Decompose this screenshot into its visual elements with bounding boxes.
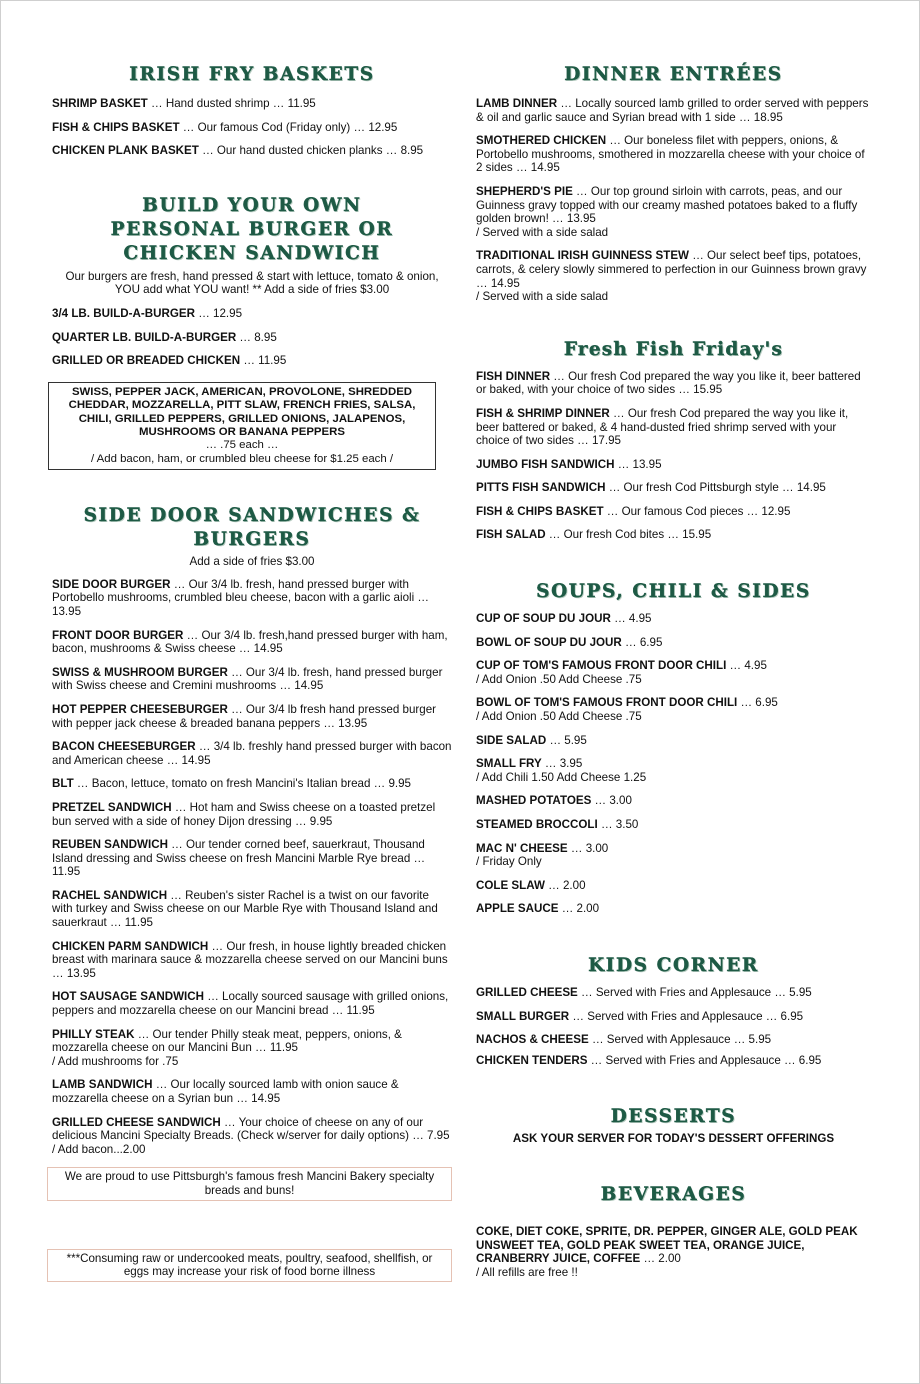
menu-item: HOT SAUSAGE SANDWICH … Locally sourced sausage with grilled onions, peppers and mozzarella cheese on our Mancini bread … 11.95 bbox=[52, 990, 449, 1018]
menu-item: RACHEL SANDWICH … Reuben's sister Rachel is a twist on our favorite with turkey and Swiss cheese on our Marble Rye with Thousand Island and sauerkraut … 11.95 bbox=[52, 888, 438, 930]
menu-item: FISH SALAD … Our fresh Cod bites … 15.95 bbox=[476, 528, 712, 542]
menu-item: REUBEN SANDWICH … Our tender corned beef, sauerkraut, Thousand Island dressing and Swiss cheese on fresh Mancini Marble Rye bread … 11.95 bbox=[52, 838, 426, 879]
menu-item: BLT … Bacon, lettuce, tomato on fresh Mancini's Italian bread … 9.95 bbox=[52, 777, 412, 791]
toppings-box bbox=[48, 382, 436, 470]
soups-chili-sides-heading: SOUPS, CHILI & SIDES bbox=[536, 581, 811, 603]
menu-item: MASHED POTATOES … 3.00 bbox=[476, 794, 632, 808]
menu-item: CHICKEN PLANK BASKET … Our hand dusted chicken planks … 8.95 bbox=[52, 144, 424, 158]
menu-item: BOWL OF TOM'S FAMOUS FRONT DOOR CHILI … 6.95 / Add Onion .50 Add Cheese .75 bbox=[476, 696, 778, 724]
menu-item: FISH & CHIPS BASKET … Our famous Cod (Friday only) … 12.95 bbox=[52, 120, 398, 134]
toppings-note: / Add bacon, ham, or crumbled bleu cheese for $1.25 each / bbox=[90, 452, 394, 465]
menu-item: JUMBO FISH SANDWICH … 13.95 bbox=[476, 457, 662, 471]
beverages-heading: BEVERAGES bbox=[600, 1183, 747, 1205]
menu-item: GRILLED CHEESE … Served with Fries and Applesauce … 5.95 bbox=[476, 985, 812, 999]
mancini-bakery-note: We are proud to use Pittsburgh's famous fresh Mancini Bakery specialty breads and buns! bbox=[47, 1167, 452, 1200]
menu-item: LAMB DINNER … Locally sourced lamb grilled to order served with peppers & oil and garlic sauce and Syrian bread with 1 side … 18.95 bbox=[476, 97, 869, 124]
sandwiches-heading: SIDE DOOR SANDWICHES & BURGERS bbox=[83, 505, 421, 551]
menu-item: SIDE DOOR BURGER … Our 3/4 lb. fresh, hand pressed burger with Portobello mushrooms, crumbled bleu cheese, bacon with a garlic aioli … 13.95 bbox=[52, 577, 429, 618]
menu-item: CHICKEN TENDERS … Served with Fries and Applesauce … 6.95 bbox=[476, 1053, 822, 1067]
menu-item: BOWL OF SOUP DU JOUR … 6.95 bbox=[476, 635, 663, 649]
menu-item: SHRIMP BASKET … Hand dusted shrimp … 11.95 bbox=[52, 97, 316, 110]
right-column bbox=[476, 63, 871, 1289]
menu-item: CHICKEN PARM SANDWICH … Our fresh, in house lightly breaded chicken breast with marinara sauce & mozzarella cheese served on our Mancini buns … 13.95 bbox=[52, 939, 448, 980]
toppings-list: SWISS, PEPPER JACK, AMERICAN, PROVOLONE, SHREDDED CHEDDAR, MOZZARELLA, PITT SLAW, FRENCH FRIES, SALSA, CHILI, GRILLED PEPPERS, GRILLED ONIONS, JALAPENOS, MUSHROOMS OR BANANA PEPPERS bbox=[68, 385, 416, 438]
menu-item: COLE SLAW … 2.00 bbox=[476, 878, 586, 892]
menu-item: FISH & SHRIMP DINNER … Our fresh Cod prepared the way you like it, beer battered or baked, & 4 hand-dusted fried shrimp served with your choice of two sides … 17.95 bbox=[476, 406, 849, 448]
dinner-entrees-heading: DINNER ENTRÉES bbox=[564, 64, 783, 85]
kids-corner-heading: KIDS CORNER bbox=[588, 954, 759, 976]
byo-intro: Our burgers are fresh, hand pressed & start with lettuce, tomato & onion, YOU add what YOU want! ** Add a side of fries $3.00 bbox=[65, 269, 439, 297]
menu-item: SMALL FRY … 3.95 / Add Chili 1.50 Add Cheese 1.25 bbox=[476, 757, 647, 784]
menu-item: SHEPHERD'S PIE … Our top ground sirloin with carrots, peas, and our Guinness gravy topped with our creamy mashed potatoes baked to a fluffy golden brown! … 13.95 / Served with a side salad bbox=[476, 184, 858, 239]
menu-item: SMALL BURGER … Served with Fries and Applesauce … 6.95 bbox=[476, 1009, 804, 1023]
food-safety-warning: ***Consuming raw or undercooked meats, poultry, seafood, shellfish, or eggs may increase your risk of food borne illness bbox=[47, 1249, 452, 1282]
menu-item: QUARTER LB. BUILD-A-BURGER … 8.95 bbox=[52, 330, 277, 344]
menu-item: LAMB SANDWICH … Our locally sourced lamb with onion sauce & mozzarella cheese on a Syrian bun … 14.95 bbox=[52, 1078, 399, 1105]
menu-item: PHILLY STEAK … Our tender Philly steak meat, peppers, onions, & mozzarella cheese on our Mancini Bun … 11.95 / Add mushrooms for .75 bbox=[52, 1027, 402, 1068]
desserts-text: ASK YOUR SERVER FOR TODAY'S DESSERT OFFERINGS bbox=[512, 1132, 835, 1146]
menu-item: 3/4 LB. BUILD-A-BURGER … 12.95 bbox=[52, 306, 243, 320]
menu-item: SWISS & MUSHROOM BURGER … Our 3/4 lb. fresh, hand pressed burger with Swiss cheese and Cremini mushrooms … 14.95 bbox=[52, 665, 443, 693]
fry-basket-list bbox=[52, 97, 452, 158]
menu-item: FISH DINNER … Our fresh Cod prepared the way you like it, beer battered or baked, with your choice of two sides … 15.95 bbox=[476, 369, 861, 397]
menu-item: APPLE SAUCE … 2.00 bbox=[476, 902, 600, 916]
menu-item: SIDE SALAD … 5.95 bbox=[476, 733, 587, 747]
menu-item: GRILLED CHEESE SANDWICH … Your choice of cheese on any of our delicious Mancini Specialty Breads. (Check w/server for daily options) … 7.95 / Add bacon...2.00 bbox=[52, 1115, 450, 1156]
menu-item: PRETZEL SANDWICH … Hot ham and Swiss cheese on a toasted pretzel bun served with a side of honey Dijon dressing … 9.95 bbox=[52, 800, 436, 828]
menu-item: FISH & CHIPS BASKET … Our famous Cod pieces … 12.95 bbox=[476, 504, 791, 518]
sandwich-list bbox=[52, 578, 452, 1157]
fresh-fish-friday-heading: Fresh Fish Friday's bbox=[563, 338, 784, 360]
left-column bbox=[52, 63, 452, 1282]
menu-item: STEAMED BROCCOLI … 3.50 bbox=[476, 818, 639, 831]
menu-item: NACHOS & CHEESE … Served with Applesauce … 5.95 bbox=[476, 1033, 772, 1047]
sandwiches-sub: Add a side of fries $3.00 bbox=[189, 555, 315, 569]
menu-item: TRADITIONAL IRISH GUINNESS STEW … Our select beef tips, potatoes, carrots, & celery slowly simmered to perfection in our Guinness brown gravy … 14.95 / Served with a side salad bbox=[476, 249, 867, 304]
desserts-heading: DESSERTS bbox=[610, 1106, 737, 1128]
beverage-item: COKE, DIET COKE, SPRITE, DR. PEPPER, GINGER ALE, GOLD PEAK UNSWEET TEA, GOLD PEAK SWEET TEA, ORANGE JUICE, CRANBERRY JUICE, COFFEE … 2.00 / All refills are free !! bbox=[476, 1224, 858, 1279]
build-your-own-heading: BUILD YOUR OWN PERSONAL BURGER OR CHICKEN SANDWICH bbox=[110, 194, 394, 264]
menu-item: CUP OF TOM'S FAMOUS FRONT DOOR CHILI … 4.95 / Add Onion .50 Add Cheese .75 bbox=[476, 659, 767, 686]
menu-item: MAC N' CHEESE … 3.00 / Friday Only bbox=[476, 841, 609, 869]
menu-item: CUP OF SOUP DU JOUR … 4.95 bbox=[476, 612, 652, 626]
toppings-price: … .75 each … bbox=[205, 439, 279, 452]
menu-item: GRILLED OR BREADED CHICKEN … 11.95 bbox=[52, 354, 287, 368]
menu-item: PITTS FISH SANDWICH … Our fresh Cod Pittsburgh style … 14.95 bbox=[476, 481, 826, 495]
menu-item: SMOTHERED CHICKEN … Our boneless filet with peppers, onions, & Portobello mushrooms, smothered in mozzarella cheese with your choice of 2 sides … 14.95 bbox=[476, 134, 865, 175]
menu-item: FRONT DOOR BURGER … Our 3/4 lb. fresh,hand pressed burger with ham, bacon, mushrooms & Swiss cheese … 14.95 bbox=[52, 628, 448, 656]
menu-item: BACON CHEESEBURGER … 3/4 lb. freshly hand pressed burger with bacon and American cheese … 14.95 bbox=[52, 740, 452, 767]
irish-fry-baskets-heading: IRISH FRY BASKETS bbox=[129, 64, 375, 85]
menu-item: HOT PEPPER CHEESEBURGER … Our 3/4 lb fresh hand pressed burger with pepper jack cheese & breaded banana peppers … 13.95 bbox=[52, 702, 437, 730]
